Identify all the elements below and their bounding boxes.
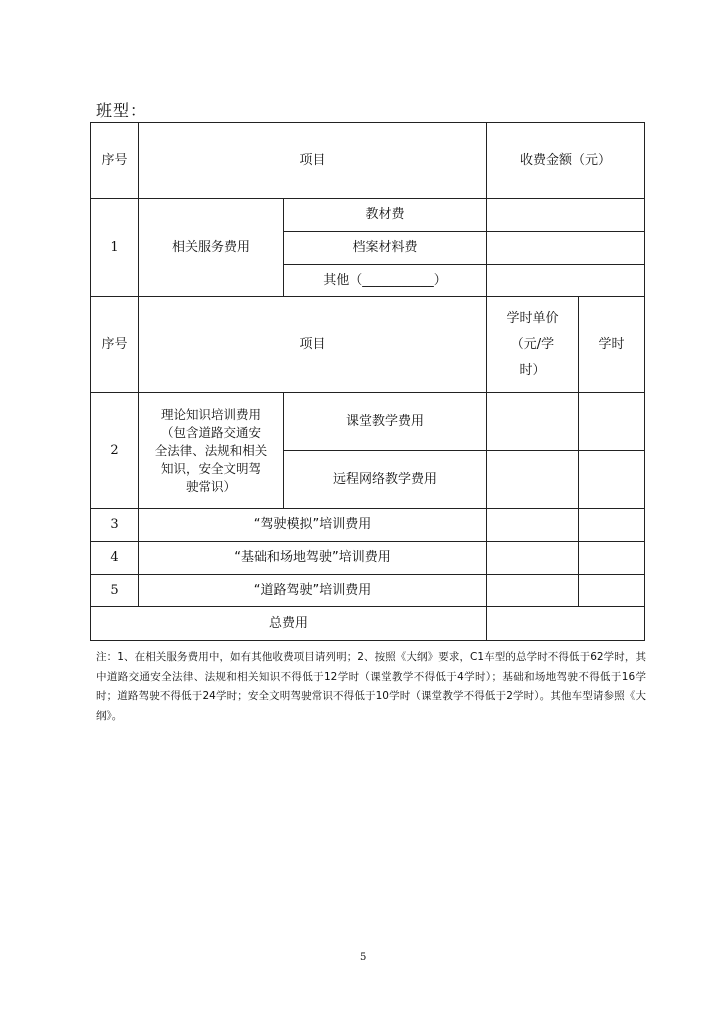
hours-input-cell[interactable]: [579, 575, 645, 607]
category-line: 驶常识）: [185, 478, 236, 494]
table-row: [91, 199, 645, 232]
table-row: [91, 542, 645, 575]
row-item: 其他（___________）: [284, 265, 487, 297]
row-category: [139, 393, 284, 509]
unit-price-input-cell[interactable]: [487, 509, 579, 542]
total-label: 总费用: [91, 607, 487, 641]
hours-input-cell[interactable]: [579, 542, 645, 575]
hours-input-cell[interactable]: [579, 451, 645, 509]
fee-table: [90, 122, 645, 641]
fee-input-cell[interactable]: [487, 232, 645, 265]
table-total-row: [91, 607, 645, 641]
header-seq: 序号: [91, 297, 139, 393]
table-header-row: [91, 123, 645, 199]
page-number: 5: [360, 952, 367, 963]
row-category: 相关服务费用: [139, 199, 284, 297]
header-item: 项目: [139, 297, 487, 393]
fee-input-cell[interactable]: [487, 199, 645, 232]
table-header-row: [91, 297, 645, 393]
row-item: 教材费: [284, 199, 487, 232]
unit-price-input-cell[interactable]: [487, 542, 579, 575]
header-fee: 收费金额（元）: [487, 123, 645, 199]
row-seq: 2: [91, 393, 139, 509]
row-seq: 1: [91, 199, 139, 297]
fee-input-cell[interactable]: [487, 265, 645, 297]
row-item: 档案材料费: [284, 232, 487, 265]
table-row: [91, 393, 645, 451]
category-line: （包含道路交通安: [160, 424, 261, 440]
hours-input-cell[interactable]: [579, 509, 645, 542]
hours-input-cell[interactable]: [579, 393, 645, 451]
header-item: 项目: [139, 123, 487, 199]
header-unit-price: [487, 297, 579, 393]
row-seq: 4: [91, 542, 139, 575]
total-input-cell[interactable]: [487, 607, 645, 641]
row-item: “基础和场地驾驶”培训费用: [139, 542, 487, 575]
row-item: “驾驶模拟”培训费用: [139, 509, 487, 542]
unit-price-line: （元/学: [510, 336, 555, 352]
header-hours: 学时: [579, 297, 645, 393]
footnote: 注：1、在相关服务费用中，如有其他收费项目请列明；2、按照《大纲》要求，C1车型的总学时不得低于62学时，其中道路交通安全法律、法规和相关知识不得低于12学时（课堂教学不得低于4学时）；基础和场地驾驶不得低于16学时；道路驾驶不得低于24学时；安全文明驾驶常识不得低于10学时（课堂教学不得低于2学时）。其他车型请参照《大纲》。: [96, 651, 646, 722]
table-row: [91, 509, 645, 542]
category-line: 理论知识培训费用: [160, 406, 261, 422]
table-row: [91, 575, 645, 607]
category-line: 知识，安全文明驾: [160, 460, 261, 476]
unit-price-input-cell[interactable]: [487, 575, 579, 607]
class-type-heading: 班型：: [96, 101, 148, 120]
unit-price-input-cell[interactable]: [487, 451, 579, 509]
unit-price-line: 时）: [519, 362, 546, 378]
category-line: 全法律、法规和相关: [154, 442, 268, 458]
header-seq: 序号: [91, 123, 139, 199]
row-item: 课堂教学费用: [284, 393, 487, 451]
row-item: 远程网络教学费用: [284, 451, 487, 509]
row-seq: 5: [91, 575, 139, 607]
row-item: “道路驾驶”培训费用: [139, 575, 487, 607]
row-seq: 3: [91, 509, 139, 542]
unit-price-input-cell[interactable]: [487, 393, 579, 451]
unit-price-line: 学时单价: [506, 310, 559, 326]
